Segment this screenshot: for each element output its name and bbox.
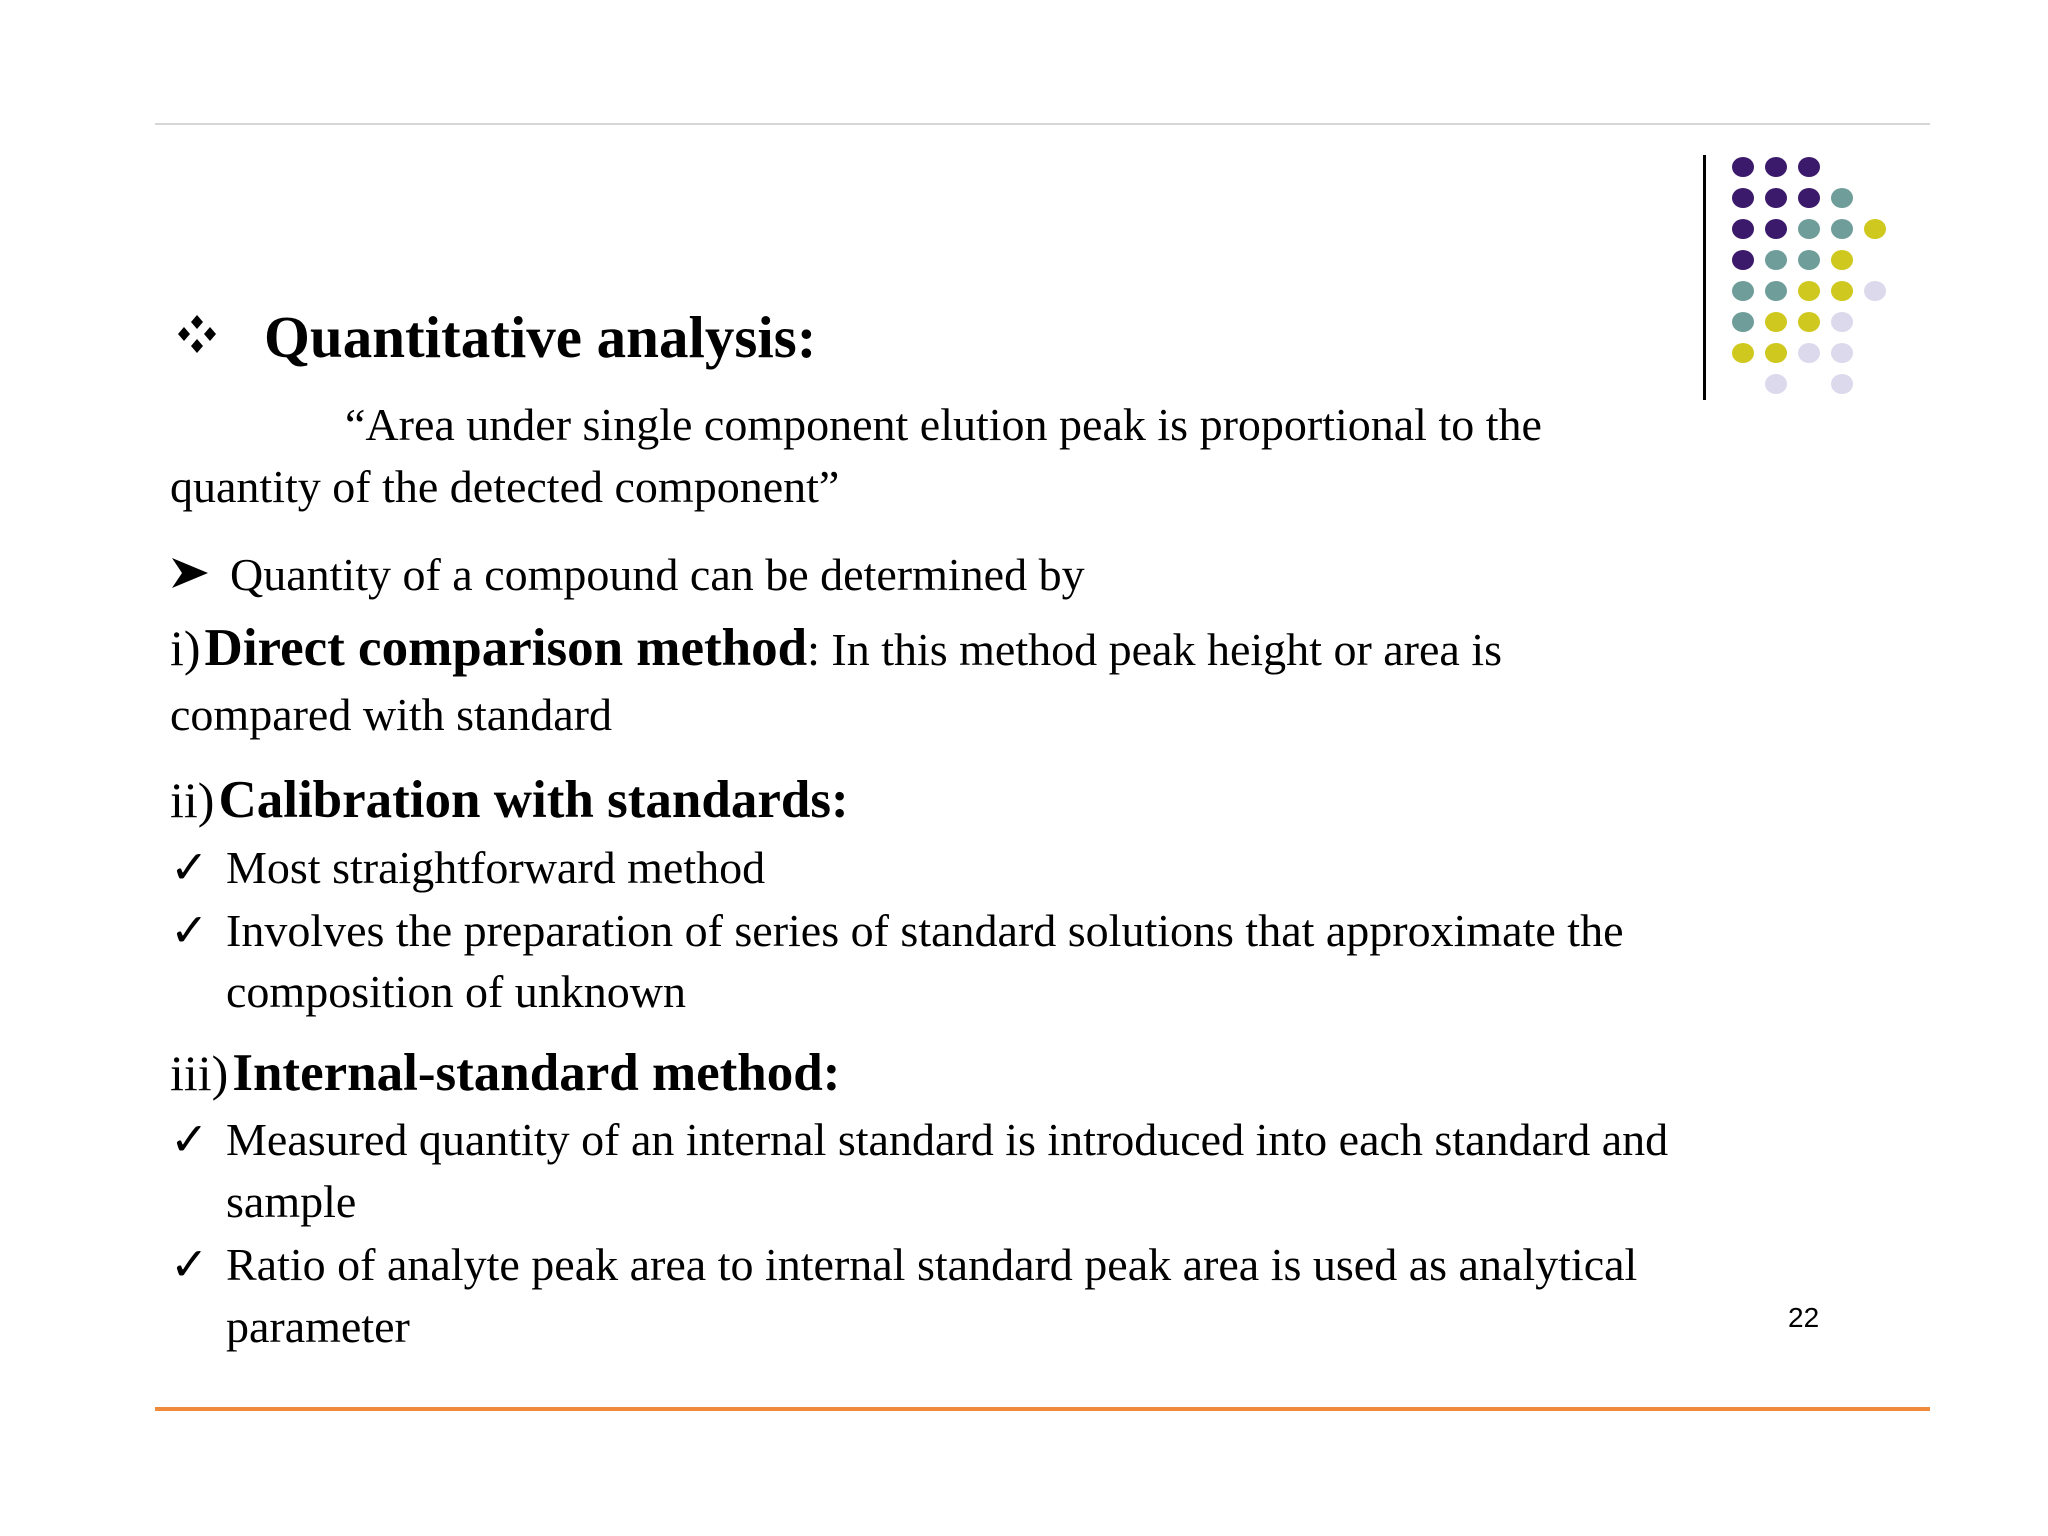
method2-title: Calibration with standards: <box>218 771 849 829</box>
decorative-dot <box>1765 157 1787 177</box>
decorative-dot <box>1798 281 1820 301</box>
decorative-dot <box>1864 281 1886 301</box>
list-item: ✓ Measured quantity of an internal standard is introduced into each standard and <box>170 1114 1669 1165</box>
decorative-dot <box>1798 157 1820 177</box>
decorative-dot <box>1732 281 1754 301</box>
method2-heading <box>170 770 849 830</box>
decorative-dot <box>1831 343 1853 363</box>
bottom-divider <box>155 1407 1930 1411</box>
method1-numeral: i) <box>170 620 201 676</box>
page-number: 22 <box>1788 1302 1820 1333</box>
intro-text: Quantity of a compound can be determined by <box>230 549 1085 600</box>
quote-line-1: “Area under single component elution peak is proportional to the <box>345 399 1542 450</box>
decorative-dot-grid <box>1730 155 1910 405</box>
decorative-dot <box>1765 343 1787 363</box>
checkmark-icon: ✓ <box>170 842 209 893</box>
decorative-dot <box>1831 250 1853 270</box>
title-text: Quantitative analysis: <box>264 304 817 370</box>
arrow-bullet-icon <box>170 548 230 601</box>
checkmark-icon: ✓ <box>170 905 209 956</box>
method3-title: Internal-standard method: <box>232 1044 841 1102</box>
decorative-dot <box>1732 157 1754 177</box>
method3-numeral: iii) <box>170 1045 229 1101</box>
decorative-dot <box>1732 188 1754 208</box>
page-title <box>170 303 816 372</box>
decorative-dot <box>1765 281 1787 301</box>
decorative-dot <box>1831 281 1853 301</box>
decorative-dot <box>1732 343 1754 363</box>
decorative-dot <box>1798 188 1820 208</box>
list-item: ✓ Involves the preparation of series of standard solutions that approximate the <box>170 905 1624 956</box>
four-diamond-bullet-icon <box>170 303 230 372</box>
decorative-dot <box>1831 188 1853 208</box>
list-item-continuation: parameter <box>226 1301 410 1352</box>
decorative-dot <box>1765 312 1787 332</box>
decorative-dot <box>1864 219 1886 239</box>
decorative-dot <box>1765 374 1787 394</box>
decorative-dot <box>1765 250 1787 270</box>
decorative-dot <box>1798 250 1820 270</box>
list-item: ✓ Most straightforward method <box>170 842 766 893</box>
list-item: ✓ Ratio of analyte peak area to internal standard peak area is used as analytical <box>170 1239 1638 1290</box>
decorative-dot <box>1732 312 1754 332</box>
decorative-dot <box>1732 250 1754 270</box>
checkmark-icon: ✓ <box>170 1239 209 1290</box>
decorative-dot <box>1765 219 1787 239</box>
vertical-divider <box>1703 155 1706 400</box>
quote-line-2: quantity of the detected component” <box>170 461 840 512</box>
decorative-dot <box>1798 343 1820 363</box>
decorative-dot <box>1732 219 1754 239</box>
method1-heading <box>170 618 1502 678</box>
checkmark-icon: ✓ <box>170 1114 209 1165</box>
decorative-dot <box>1798 219 1820 239</box>
list-item-continuation: composition of unknown <box>226 966 686 1017</box>
decorative-dot <box>1831 374 1853 394</box>
method1-desc-2: compared with standard <box>170 689 612 740</box>
method2-numeral: ii) <box>170 772 215 828</box>
decorative-dot <box>1798 312 1820 332</box>
method3-heading <box>170 1043 840 1103</box>
method1-desc-1: : In this method peak height or area is <box>807 624 1503 675</box>
list-item-continuation: sample <box>226 1176 357 1227</box>
decorative-dot <box>1765 188 1787 208</box>
intro-line <box>170 548 1085 601</box>
decorative-dot <box>1831 219 1853 239</box>
method1-title: Direct comparison method <box>204 619 808 677</box>
top-divider <box>155 123 1930 125</box>
decorative-dot <box>1831 312 1853 332</box>
